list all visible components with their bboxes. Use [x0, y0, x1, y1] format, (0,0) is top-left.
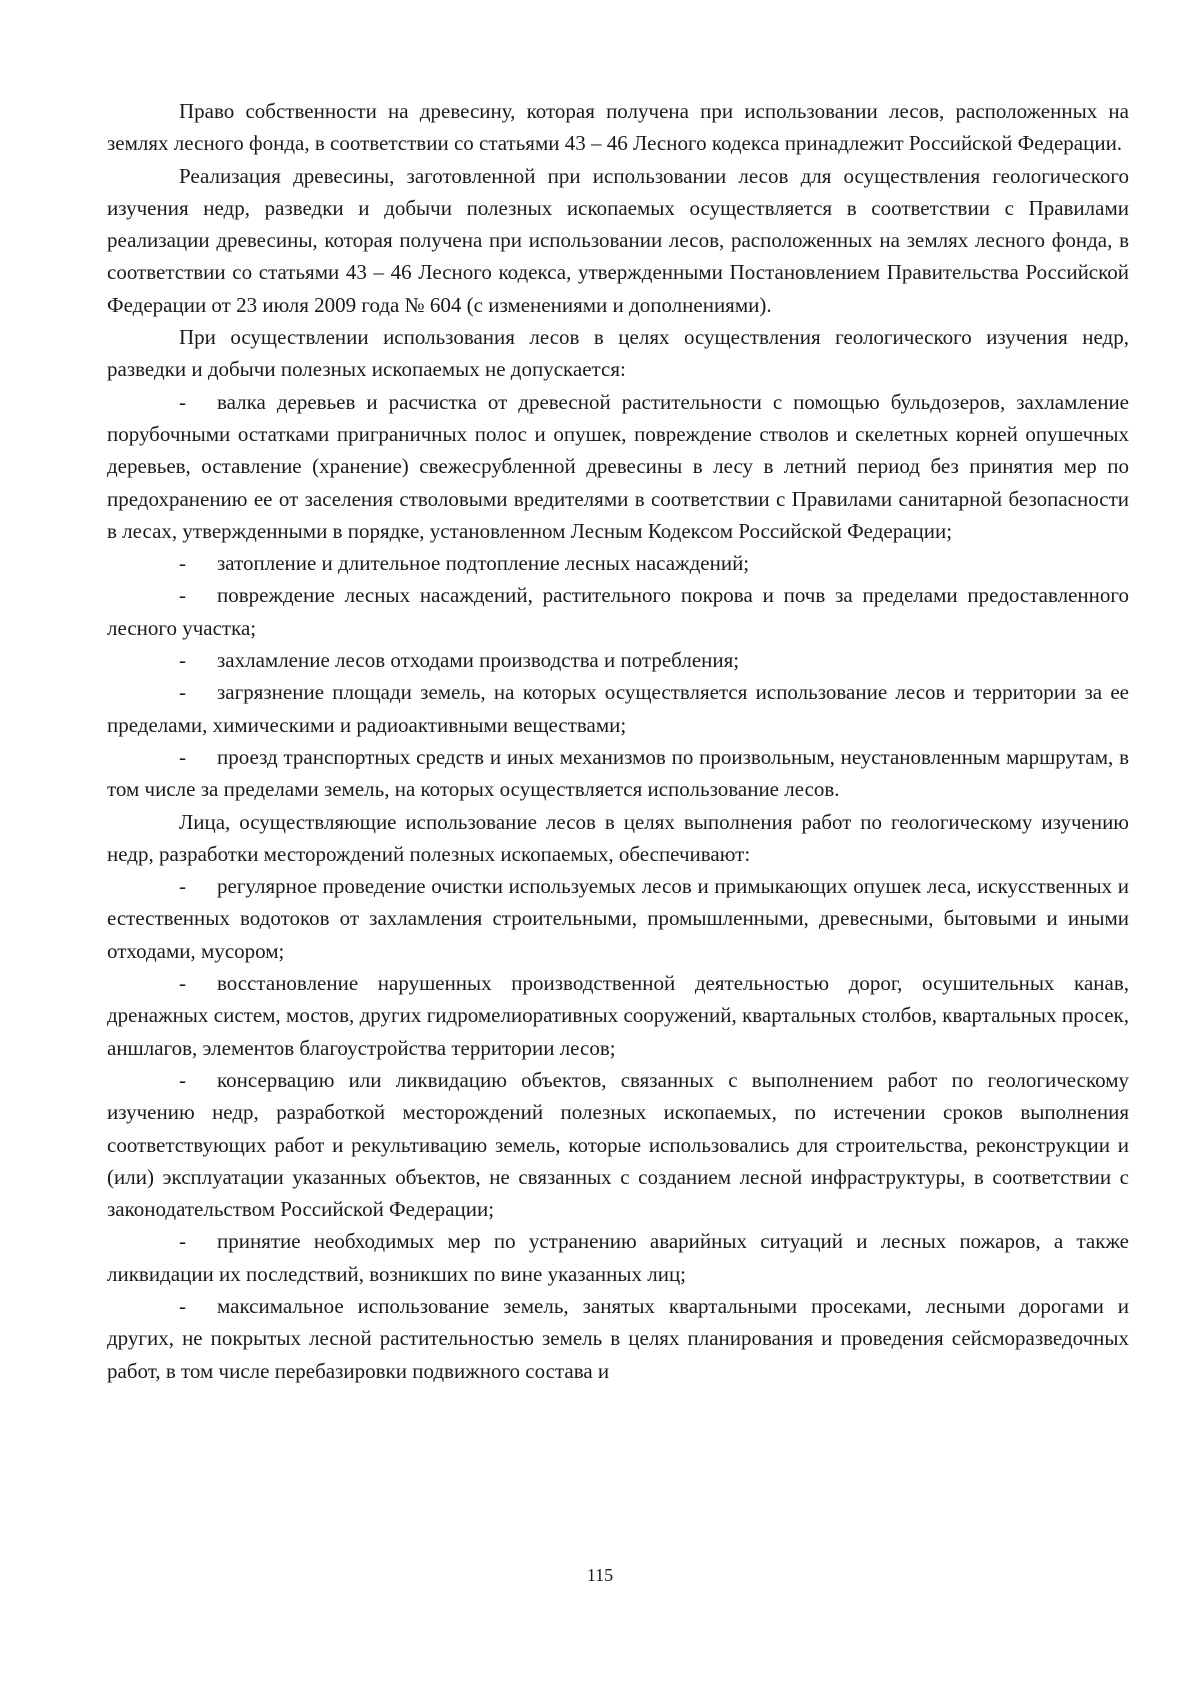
bullet-item: [107, 1290, 1129, 1387]
bullet-text: принятие необходимых мер по устранению аварийных ситуаций и лесных пожаров, а также ликвидации их последствий, возникших по вине указанных лиц;: [107, 1229, 1129, 1286]
bullet-item: [107, 1225, 1129, 1290]
paragraph: При осуществлении использования лесов в целях осуществления геологического изучения недр, разведки и добычи полезных ископаемых не допускается:: [107, 325, 1129, 382]
bullet-text: восстановление нарушенных производственной деятельностью дорог, осушительных канав, дренажных систем, мостов, других гидромелиоративных сооружений, квартальных столбов, квартальных просек, аншлагов, элементов благоустройства территории лесов;: [107, 971, 1129, 1060]
bullet-item: [107, 1064, 1129, 1225]
paragraph: Право собственности на древесину, которая получена при использовании лесов, расположенных на землях лесного фонда, в соответствии со статьями 43 – 46 Лесного кодекса принадлежит Российской Федерации.: [107, 99, 1129, 156]
bullet-text: захламление лесов отходами производства и потребления;: [217, 648, 740, 673]
bullet-marker: -: [179, 583, 186, 608]
bullet-marker: -: [179, 1067, 186, 1092]
bullet-item: [107, 870, 1129, 967]
bullet-marker: -: [179, 874, 186, 899]
paragraph: Реализация древесины, заготовленной при использовании лесов для осуществления геологического изучения недр, разведки и добычи полезных ископаемых осуществляется в соответствии с Правилами реализации древесины, которая получена при использовании лесов, расположенных на землях лесного фонда, в соответствии со статьями 43 – 46 Лесного кодекса, утвержденными Постановлением Правительства Российской Федерации от 23 июля 2009 года № 604 (с изменениями и дополнениями).: [107, 163, 1129, 317]
bullet-marker: -: [179, 971, 186, 996]
bullet-marker: -: [179, 1229, 186, 1254]
bullet-text: повреждение лесных насаждений, растительного покрова и почв за пределами предоставленного лесного участка;: [107, 583, 1129, 640]
bullet-item: [107, 386, 1129, 547]
bullet-marker: -: [179, 744, 186, 769]
bullet-text: регулярное проведение очистки используемых лесов и примыкающих опушек леса, искусственных и естественных водотоков от захламления строительными, промышленными, древесными, бытовыми и иными отходами, мусором;: [107, 874, 1129, 963]
bullet-item: [107, 644, 1129, 676]
bullet-text: затопление и длительное подтопление лесных насаждений;: [217, 551, 750, 576]
bullet-text: загрязнение площади земель, на которых осуществляется использование лесов и территории за ее пределами, химическими и радиоактивными веществами;: [107, 680, 1129, 737]
bullet-marker: -: [179, 680, 186, 705]
bullet-item: [107, 741, 1129, 806]
bullet-marker: -: [179, 389, 186, 414]
bullet-item: [107, 967, 1129, 1064]
bullet-text: консервацию или ликвидацию объектов, связанных с выполнением работ по геологическому изучению недр, разработкой месторождений полезных ископаемых, по истечении сроков выполнения соответствующих работ и рекультивацию земель, которые использовались для строительства, реконструкции и (или) эксплуатации указанных объектов, не связанных с созданием лесной инфраструктуры, в соответствии с законодательством Российской Федерации;: [107, 1067, 1129, 1222]
document-body: [107, 95, 1129, 1387]
bullet-text: максимальное использование земель, занятых квартальными просеками, лесными дорогами и других, не покрытых лесной растительностью земель в целях планирования и проведения сейсморазведочных работ, в том числе перебазировки подвижного состава и: [107, 1293, 1129, 1383]
bullet-item: [107, 547, 1129, 579]
bullet-item: [107, 676, 1129, 741]
bullet-item: [107, 579, 1129, 644]
page-number: 115: [586, 1565, 614, 1585]
bullet-marker: -: [179, 551, 186, 576]
bullet-marker: -: [179, 648, 186, 673]
bullet-text: валка деревьев и расчистка от древесной растительности с помощью бульдозеров, захламление порубочными остатками приграничных полос и опушек, повреждение стволов и скелетных корней опушечных деревьев, оставление (хранение) свежесрубленной древесины в лесу в летний период без принятия мер по предохранению ее от заселения стволовыми вредителями в соответствии с Правилами санитарной безопасности в лесах, утвержденными в порядке, установленном Лесным Кодексом Российской Федерации;: [107, 389, 1129, 543]
bullet-text: проезд транспортных средств и иных механизмов по произвольным, неустановленным маршрутам, в том числе за пределами земель, на которых осуществляется использование лесов.: [107, 744, 1129, 802]
bullet-marker: -: [179, 1293, 186, 1318]
paragraph: Лица, осуществляющие использование лесов в целях выполнения работ по геологическому изучению недр, разработки месторождений полезных ископаемых, обеспечивают:: [107, 809, 1129, 866]
